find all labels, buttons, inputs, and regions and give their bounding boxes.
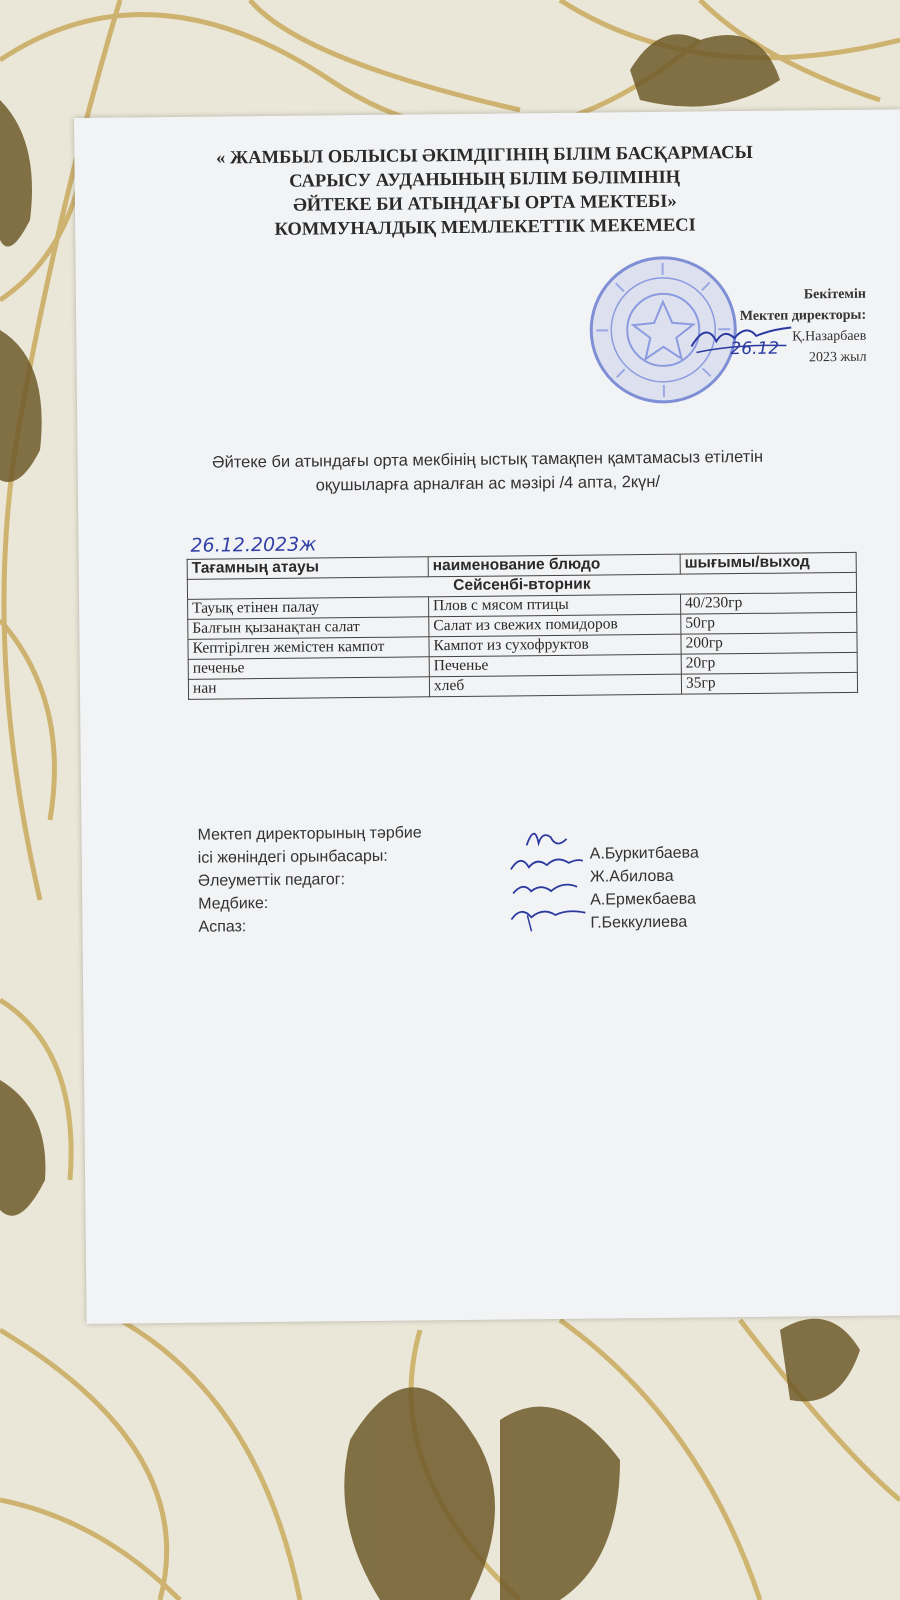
cook-role: Аспаз:	[198, 918, 247, 936]
social-name: Ж.Абилова	[589, 867, 674, 886]
handwritten-signatures	[506, 823, 587, 934]
dish-ru: Кампот из сухофруктов	[429, 634, 681, 657]
deputy-role-line-1: Мектеп директорының тәрбие	[197, 824, 422, 844]
dish-yield: 40/230гр	[681, 592, 857, 614]
dish-kz: печенье	[188, 657, 429, 680]
dish-yield: 50гр	[681, 612, 857, 634]
document-title	[157, 444, 817, 499]
dish-kz: Балғын қызанақтан салат	[188, 617, 429, 640]
column-header-kz: Тағамның атауы	[187, 557, 428, 580]
header-line-1: « ЖАМБЫЛ ОБЛЫСЫ ӘКІМДІГІНІҢ БІЛІМ БАСҚАРМАСЫ	[215, 142, 753, 169]
approval-title: Бекітемін	[803, 286, 866, 303]
deputy-name: А.Буркитбаева	[589, 844, 699, 863]
dish-kz: Кептірілген жемістен кампот	[188, 637, 429, 660]
dish-kz: Тауық етінен палау	[188, 597, 429, 620]
header-line-4: КОММУНАЛДЫҚ МЕМЛЕКЕТТІК МЕКЕМЕСІ	[274, 215, 696, 240]
dish-ru: Печенье	[429, 654, 681, 677]
approval-position: Мектеп директоры:	[739, 307, 867, 325]
column-header-yield: шығымы/выход	[680, 552, 856, 574]
dish-ru: Салат из свежих помидоров	[429, 614, 681, 637]
header-line-2: САРЫСУ АУДАНЫНЫҢ БІЛІМ БӨЛІМІНІҢ	[289, 167, 681, 192]
document-header	[114, 140, 855, 244]
dish-ru: хлеб	[429, 674, 681, 697]
dish-yield: 20гр	[681, 652, 857, 674]
dish-yield: 200гр	[681, 632, 857, 654]
approval-director: Қ.Назарбаев	[792, 328, 867, 345]
handwritten-menu-date: 26.12.2023ж	[190, 533, 317, 557]
dish-yield: 35гр	[681, 672, 857, 694]
header-line-3: ӘЙТЕКЕ БИ АТЫНДАҒЫ ОРТА МЕКТЕБІ»	[293, 191, 677, 216]
cook-name: Г.Беккулиева	[590, 913, 688, 932]
dish-ru: Плов с мясом птицы	[429, 594, 681, 617]
menu-document	[74, 109, 900, 1324]
deputy-role-line-2: ісі жөніндегі орынбасары:	[197, 847, 388, 867]
social-role: Әлеуметтік педагог:	[197, 871, 346, 890]
document-title-line-1: Әйтеке би атындағы орта мекбінің ыстық тамақпен қамтамасыз етілетін	[212, 447, 764, 472]
approval-handwritten-date: 26.12	[730, 338, 780, 360]
document-title-line-2: оқушыларға арналған ас мәзірі /4 апта, 2күн/	[315, 472, 661, 495]
nurse-name: А.Ермекбаева	[590, 890, 697, 909]
day-label: Сейсенбі-вторник	[187, 572, 856, 599]
nurse-role: Медбике:	[198, 895, 269, 913]
column-header-ru: наименование блюдо	[428, 554, 680, 577]
menu-table	[187, 552, 858, 700]
dish-kz: нан	[188, 677, 429, 700]
approval-date: 2023 жыл	[808, 349, 867, 366]
